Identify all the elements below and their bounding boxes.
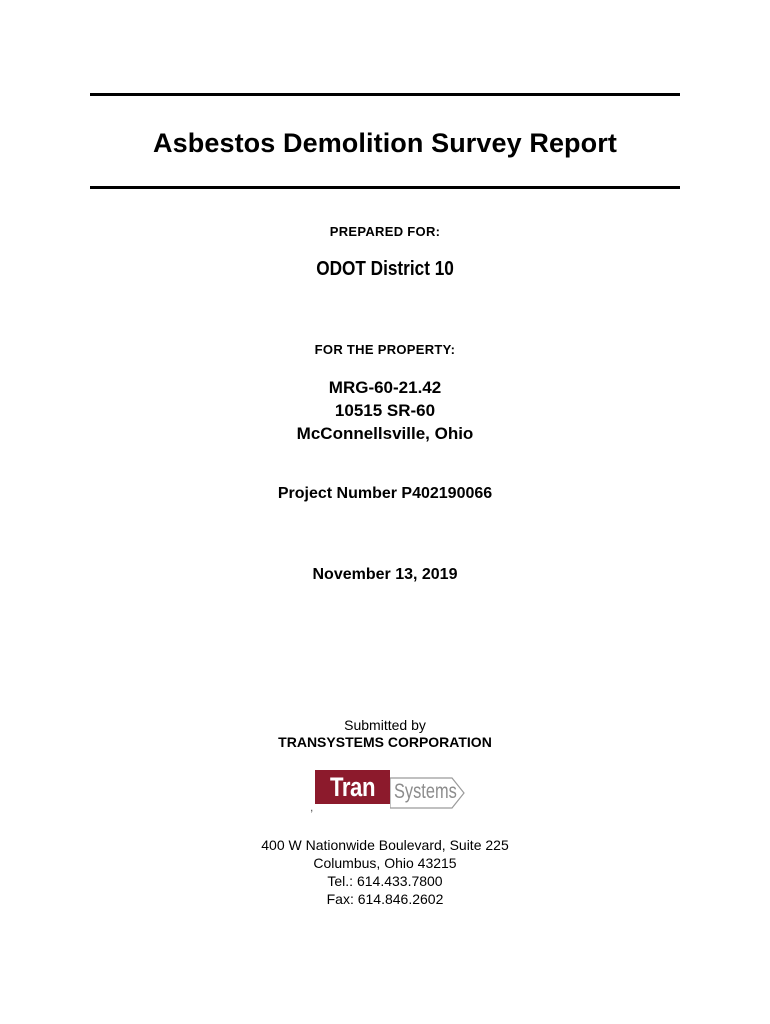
logo-tran-block xyxy=(315,770,390,804)
property-id: MRG-60-21.42 xyxy=(328,378,442,397)
transystems-logo xyxy=(310,770,465,814)
address-tel: Tel.: 614.433.7800 xyxy=(327,873,443,889)
client-block xyxy=(0,258,770,281)
report-date: November 13, 2019 xyxy=(312,566,458,583)
address-city: Columbus, Ohio 43215 xyxy=(313,855,457,871)
property-block xyxy=(0,376,770,445)
address-block xyxy=(0,836,770,908)
prepared-for-label: PREPARED FOR: xyxy=(329,224,441,239)
project-number: Project Number P402190066 xyxy=(277,485,493,502)
client-name: ODOT District 10 xyxy=(316,258,454,280)
property-label: FOR THE PROPERTY: xyxy=(314,342,456,357)
address-street: 400 W Nationwide Boulevard, Suite 225 xyxy=(261,837,509,853)
logo-systems-block xyxy=(390,777,465,809)
property-street: 10515 SR-60 xyxy=(334,401,436,420)
company-name: TRANSYSTEMS CORPORATION xyxy=(278,734,492,750)
address-fax: Fax: 614.846.2602 xyxy=(326,891,444,907)
logo-systems-text: Systems xyxy=(394,780,457,803)
bottom-rule xyxy=(90,186,680,189)
submitted-by-label: Submitted by xyxy=(344,717,426,733)
logo-tran-text: Tran xyxy=(329,772,376,802)
logo-mark: , xyxy=(310,800,314,814)
property-city: McConnellsville, Ohio xyxy=(296,424,474,443)
top-rule xyxy=(90,93,680,96)
report-title: Asbestos Demolition Survey Report xyxy=(153,128,617,158)
